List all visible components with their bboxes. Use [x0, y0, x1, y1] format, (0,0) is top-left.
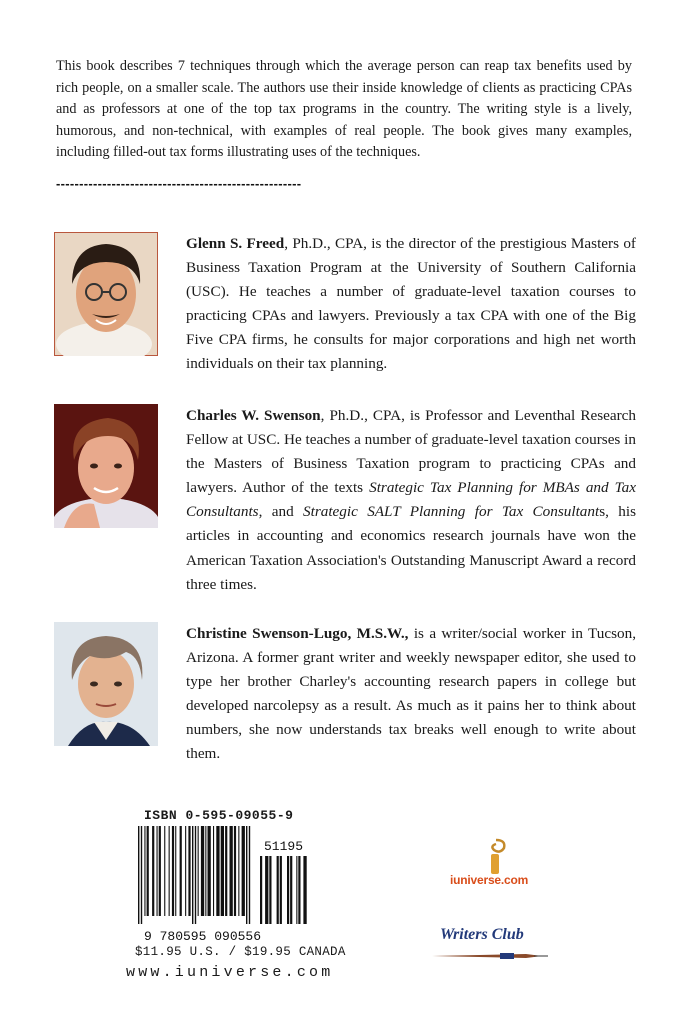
author-bio-charles-swenson: [186, 404, 636, 597]
author-christine-swenson-lugo: [54, 622, 636, 763]
price-text: $11.95 U.S. / $19.95 CANADA: [135, 945, 346, 959]
iuniverse-logo: [444, 836, 544, 906]
author-bio-text: s, his articles in accounting and economics research journals have won the American Taxation Association's Outstanding Manuscript Award a record three times.: [186, 503, 636, 593]
website-url: www.iuniverse.com: [126, 964, 334, 981]
book-title: Strategic SALT Planning for Tax Consultant: [303, 503, 600, 521]
author-glenn-freed: [54, 232, 636, 373]
author-photo-glenn-freed: [54, 232, 158, 356]
author-credentials: , Ph.D., CPA,: [284, 235, 367, 252]
i-icon: [444, 836, 544, 876]
barcode-graphic: [130, 826, 310, 946]
author-bio-text: is Professor and Leventhal Research Fellow at USC. He teaches a number of graduate-level taxation courses in the Masters of Business Taxation program to practicing CPAs and lawyers. Author of the texts: [186, 407, 636, 497]
author-bio-text: is a writer/social worker in Tucson, Arizona. A former grant writer and weekly newspaper editor, she used to type her brother Charley's accounting research papers in college but developed narcolepsy as a result. As much as it pains her to think about numbers, she now understands tax breaks well enough to write about them.: [186, 625, 636, 763]
author-credentials: , Ph.D., CPA,: [320, 407, 405, 424]
imprint-name: Writers Club: [440, 926, 524, 943]
price-code: 51195: [264, 839, 304, 854]
author-bio-glenn-freed: [186, 232, 636, 377]
pen-icon: [430, 948, 550, 964]
author-bio-text: , and: [258, 503, 304, 521]
isbn-number: ISBN 0-595-09055-9: [144, 808, 294, 823]
author-name: Glenn S. Freed: [186, 235, 285, 252]
writers-club-logo: [430, 922, 550, 966]
author-bio-text: is the director of the prestigious Masters of Business Taxation Program at the University of Southern California (USC). He teaches a number of graduate-level taxation courses to practicing CPAs and lawyers. Previously a tax CPA with one of the Big Five CPA firms, he consults for major corporations and high net worth individuals on their tax planning.: [186, 235, 636, 373]
ean-digits: 9 780595 090556: [144, 929, 262, 944]
author-name: Christine Swenson-Lugo: [186, 625, 348, 642]
book-description: This book describes 7 techniques through which the average person can reap tax benefits used by rich people, on a smaller scale. The authors use their inside knowledge of clients as practicing CPAs and as professors at one of the top tax programs in the country. The writing style is a lively, humorous, and non-technical, with examples of real people. The book gives many examples, including filled-out tax forms illustrating uses of the techniques.: [56, 58, 632, 161]
author-credentials: , M.S.W.,: [347, 625, 409, 642]
book-title: Strategic Tax Planning for MBAs and Tax Consultants: [186, 479, 636, 521]
author-name: Charles W. Swenson: [186, 407, 321, 424]
publisher-name: iuniverse.com: [450, 873, 529, 887]
dashed-divider: -----------------------------------------------------: [56, 176, 302, 191]
isbn-barcode: [130, 808, 310, 953]
author-photo-christine-swenson-lugo: [54, 622, 158, 746]
author-charles-swenson: [54, 404, 636, 593]
author-bio-christine-swenson-lugo: [186, 622, 636, 767]
author-photo-charles-swenson: [54, 404, 158, 528]
